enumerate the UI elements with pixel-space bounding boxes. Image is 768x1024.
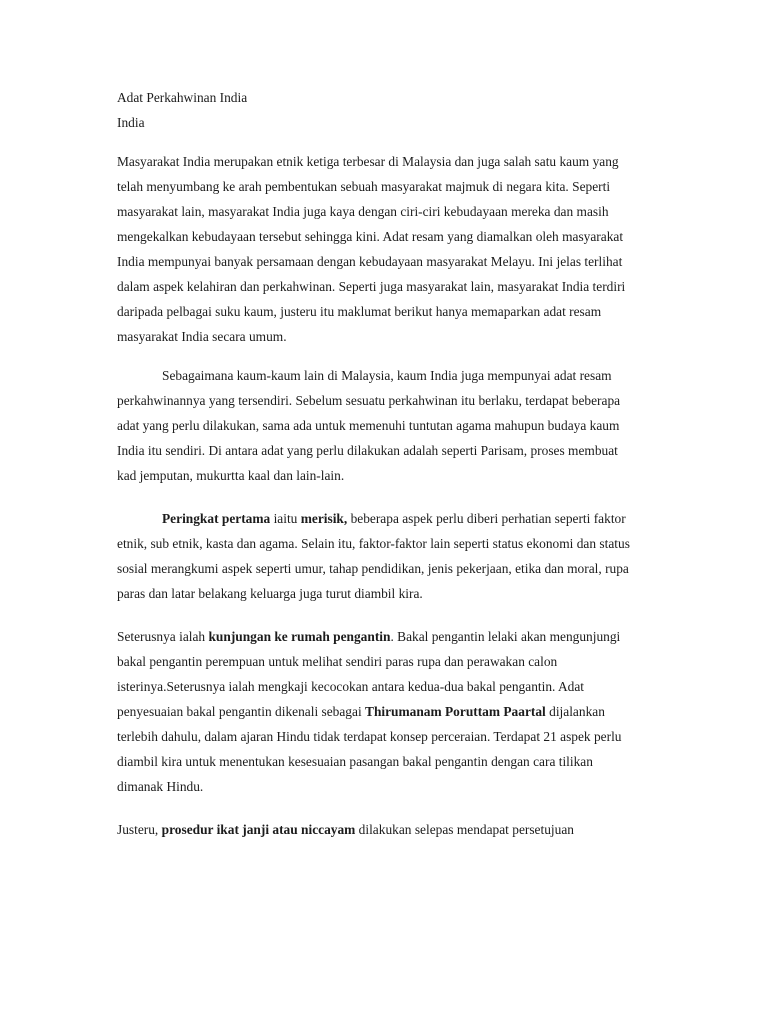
text-niccayam-body: dilakukan selepas mendapat persetujuan (355, 822, 574, 837)
text-thirumanam-body: dijalankan terlebih dahulu, dalam ajaran Hindu tidak terdapat konsep perceraian. Terdapat 21 aspek perlu diambil kira untuk menentukan kesesuaian pasangan bakal pengantin dengan cara tilikan dimanak Hindu. (117, 704, 622, 794)
paragraph-intro: Masyarakat India merupakan etnik ketiga terbesar di Malaysia dan juga salah satu kaum yang telah menyumbang ke arah pembentukan sebuah masyarakat majmuk di negara kita. Seperti masyarakat lain, masyarakat India juga kaya dengan ciri-ciri kebudayaan mereka dan masih mengekalkan kebudayaan tersebut sehingga kini. Adat resam yang diamalkan oleh masyarakat India mempunyai banyak persamaan dengan kebudayaan masyarakat Melayu. Ini jelas terlihat dalam aspek kelahiran dan perkahwinan. Seperti juga masyarakat lain, masyarakat India terdiri daripada pelbagai suku kaum, justeru itu maklumat berikut hanya memaparkan adat resam masyarakat India secara umum. (117, 154, 626, 344)
document-subtitle: India (117, 115, 145, 130)
text-kunjungan-body: . Bakal pengantin lelaki akan mengunjungi bakal pengantin perempuan untuk melihat sendiri paras rupa dan perawakan calon isterinya.Seterusnya ialah mengkaji kecocokan antara kedua-dua bakal pengantin. Adat penyesuaian bakal pengantin dikenali sebagai (117, 629, 621, 719)
bold-peringkat-pertama: Peringkat pertama (162, 511, 271, 526)
paragraph-merisik (117, 506, 632, 606)
paragraph-niccayam (117, 817, 632, 842)
document-title: Adat Perkahwinan India (117, 90, 248, 105)
bold-thirumanam: Thirumanam Poruttam Paartal (365, 704, 546, 719)
text-iaitu: iaitu (270, 511, 301, 526)
bold-kunjungan: kunjungan ke rumah pengantin (208, 629, 391, 644)
text-justeru: Justeru, (117, 822, 162, 837)
text-merisik-body: beberapa aspek perlu diberi perhatian seperti faktor etnik, sub etnik, kasta dan agama. Selain itu, faktor-faktor lain seperti status ekonomi dan status sosial merangkumi aspek seperti umur, tahap pendidikan, jenis pekerjaan, etika dan moral, rupa paras dan latar belakang keluarga juga turut diambil kira. (117, 511, 630, 601)
text-seterusnya: Seterusnya ialah (117, 629, 209, 644)
document-body (117, 85, 632, 842)
bold-niccayam: prosedur ikat janji atau niccayam (161, 822, 356, 837)
paragraph-kunjungan (117, 624, 632, 799)
bold-merisik: merisik, (300, 511, 348, 526)
paragraph-adat-resam: Sebagaimana kaum-kaum lain di Malaysia, kaum India juga mempunyai adat resam perkahwinannya yang tersendiri. Sebelum sesuatu perkahwinan itu berlaku, terdapat beberapa adat yang perlu dilakukan, sama ada untuk memenuhi tuntutan agama mahupun budaya kaum India itu sendiri. Di antara adat yang perlu dilakukan adalah seperti Parisam, proses membuat kad jemputan, mukurtta kaal dan lain-lain. (117, 368, 621, 483)
